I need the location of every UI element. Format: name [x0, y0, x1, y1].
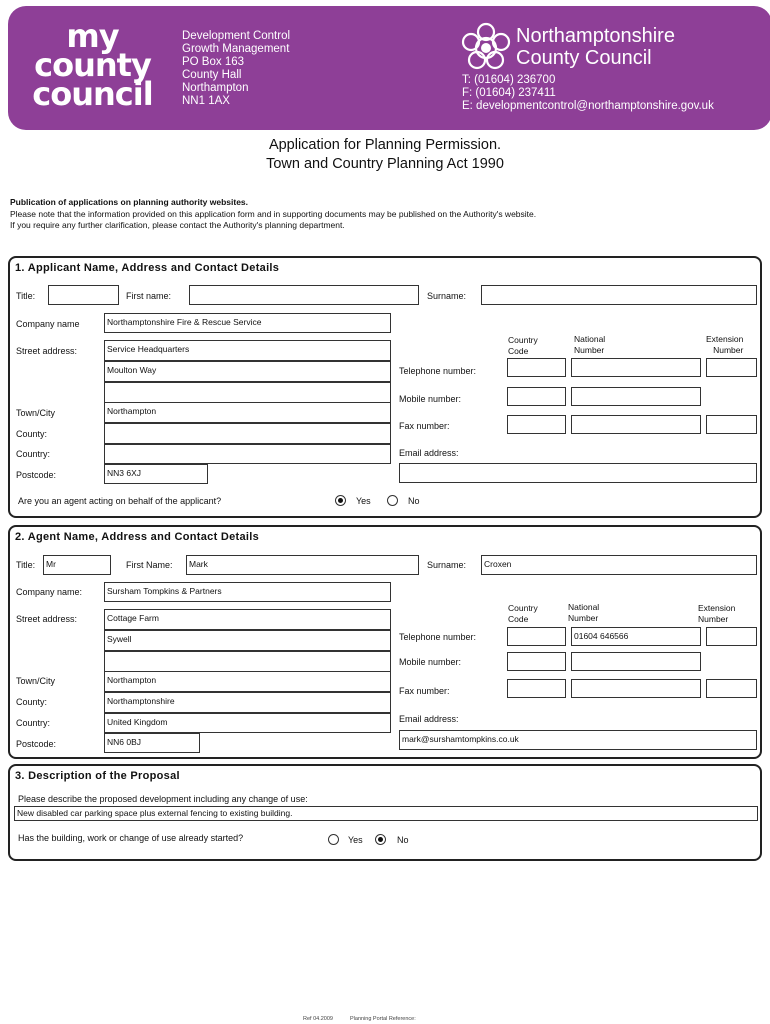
surname-label: Surname:	[427, 291, 467, 301]
council-name-line: Northamptonshire	[516, 25, 675, 47]
first-name-label: First name:	[126, 291, 172, 301]
started-question: Has the building, work or change of use already started?	[18, 833, 244, 843]
street-label: Street address:	[16, 346, 78, 356]
tudor-rose-icon	[460, 22, 512, 74]
agent-no-radio[interactable]	[387, 495, 398, 506]
town-field[interactable]: Northampton	[104, 671, 391, 692]
telephone-country-code-field[interactable]	[507, 627, 566, 646]
address-line: Development Control	[182, 30, 291, 42]
header-line: Code	[508, 614, 529, 624]
title-label: Title:	[16, 291, 36, 301]
council-name-line: County Council	[516, 47, 652, 69]
title-label: Title:	[16, 560, 36, 570]
agent-no-label: No	[408, 496, 420, 506]
applicant-section	[8, 256, 762, 518]
started-yes-label: Yes	[348, 835, 363, 845]
extension-number-header	[706, 334, 743, 356]
mobile-national-field[interactable]	[571, 652, 701, 671]
footer-ref: Ref 04.2009	[303, 1016, 333, 1022]
description-field[interactable]: New disabled car parking space plus external fencing to existing building.	[14, 806, 758, 821]
town-label: Town/City	[16, 408, 56, 418]
address-line: County Hall	[182, 69, 242, 81]
council-contact	[462, 74, 714, 113]
form-subtitle-line: Town and Country Planning Act 1990	[266, 156, 504, 172]
telephone-label: Telephone number:	[399, 632, 477, 642]
telephone-national-field[interactable]: 01604 646566	[571, 627, 701, 646]
postcode-field[interactable]: NN6 0BJ	[104, 733, 200, 753]
telephone-national-field[interactable]	[571, 358, 701, 377]
title-field[interactable]	[48, 285, 119, 305]
email-field[interactable]: mark@surshamtompkins.co.uk	[399, 730, 757, 750]
fax-extension-field[interactable]	[706, 679, 757, 698]
header-line: Number	[568, 613, 599, 623]
header-line: National	[574, 334, 606, 344]
surname-field[interactable]	[481, 285, 757, 305]
country-field[interactable]: United Kingdom	[104, 713, 391, 733]
header-line: Number	[698, 614, 729, 624]
street-field-1[interactable]: Service Headquarters	[104, 340, 391, 361]
company-field[interactable]: Sursham Tompkins & Partners	[104, 582, 391, 602]
surname-field[interactable]: Croxen	[481, 555, 757, 575]
council-telephone: T: (01604) 236700	[462, 74, 556, 86]
agent-section	[8, 525, 762, 759]
started-yes-radio[interactable]	[328, 834, 339, 845]
fax-label: Fax number:	[399, 686, 450, 696]
title-field[interactable]: Mr	[43, 555, 111, 575]
header-line: Country	[508, 335, 538, 345]
publication-text: If you require any further clarification, please contact the Authority's planning department.	[10, 220, 345, 230]
my-county-council-logo	[30, 17, 155, 113]
council-email: E: developmentcontrol@northamptonshire.gov.uk	[462, 100, 714, 112]
postcode-field[interactable]: NN3 6XJ	[104, 464, 208, 484]
header-line: Extension	[706, 334, 744, 344]
company-field[interactable]: Northamptonshire Fire & Rescue Service	[104, 313, 391, 333]
street-field-2[interactable]: Sywell	[104, 630, 391, 651]
postcode-label: Postcode:	[16, 739, 57, 749]
country-label: Country:	[16, 718, 51, 728]
logo-line: my	[66, 17, 119, 55]
agent-yes-radio[interactable]	[335, 495, 346, 506]
fax-national-field[interactable]	[571, 679, 701, 698]
council-fax: F: (01604) 237411	[462, 87, 556, 99]
address-line: Growth Management	[182, 43, 290, 55]
surname-label: Surname:	[427, 560, 467, 570]
address-line: Northampton	[182, 82, 249, 94]
logo-line: council	[32, 75, 153, 113]
first-name-field[interactable]: Mark	[186, 555, 419, 575]
address-line: NN1 1AX	[182, 95, 230, 107]
fax-label: Fax number:	[399, 421, 450, 431]
fax-extension-field[interactable]	[706, 415, 757, 434]
country-code-header	[508, 335, 538, 357]
first-name-field[interactable]	[189, 285, 419, 305]
street-field-1[interactable]: Cottage Farm	[104, 609, 391, 630]
section-title: 3. Description of the Proposal	[15, 770, 180, 782]
publication-heading: Publication of applications on planning authority websites.	[10, 197, 249, 207]
telephone-extension-field[interactable]	[706, 627, 757, 646]
fax-national-field[interactable]	[571, 415, 701, 434]
telephone-label: Telephone number:	[399, 366, 477, 376]
footer-portal-ref: Planning Portal Reference:	[350, 1016, 416, 1022]
publication-notice	[10, 197, 536, 232]
country-code-header	[508, 603, 538, 625]
header-line: National	[568, 602, 600, 612]
logo-line: county	[34, 46, 151, 84]
county-field[interactable]	[104, 423, 391, 444]
mobile-country-code-field[interactable]	[507, 652, 566, 671]
started-no-radio[interactable]	[375, 834, 386, 845]
council-address	[182, 30, 290, 108]
extension-number-header	[698, 603, 735, 625]
street-field-3[interactable]	[104, 651, 391, 672]
company-label: Company name:	[16, 587, 83, 597]
section-title: 2. Agent Name, Address and Contact Details	[15, 531, 260, 543]
agent-question: Are you an agent acting on behalf of the applicant?	[18, 496, 222, 506]
first-name-label: First Name:	[126, 560, 173, 570]
header-line: Extension	[698, 603, 736, 613]
email-label: Email address:	[399, 448, 459, 458]
email-label: Email address:	[399, 714, 459, 724]
county-label: County:	[16, 697, 48, 707]
publication-text: Please note that the information provided on this application form and in supporting documents may be published on the Authority's website.	[10, 208, 537, 219]
town-field[interactable]: Northampton	[104, 402, 391, 423]
street-field-3[interactable]	[104, 382, 391, 403]
street-field-2[interactable]: Moulton Way	[104, 361, 391, 382]
national-number-header	[574, 334, 605, 356]
mobile-label: Mobile number:	[399, 394, 462, 404]
email-field[interactable]	[399, 463, 757, 483]
header-line: Number	[574, 345, 605, 355]
mobile-label: Mobile number:	[399, 657, 462, 667]
form-title-line: Application for Planning Permission.	[268, 137, 502, 153]
council-brand	[460, 22, 760, 74]
county-label: County:	[16, 429, 48, 439]
description-prompt: Please describe the proposed development including any change of use:	[18, 794, 308, 804]
street-label: Street address:	[16, 614, 78, 624]
company-label: Company name	[16, 319, 80, 329]
started-no-label: No	[397, 835, 409, 845]
postcode-label: Postcode:	[16, 470, 57, 480]
country-field[interactable]	[104, 444, 391, 464]
form-title	[0, 136, 770, 174]
section-title: 1. Applicant Name, Address and Contact Details	[15, 262, 280, 274]
agent-yes-label: Yes	[356, 496, 371, 506]
mobile-country-code-field[interactable]	[507, 387, 566, 406]
mobile-national-field[interactable]	[571, 387, 701, 406]
header-line: Code	[508, 346, 529, 356]
address-line: PO Box 163	[182, 56, 245, 68]
proposal-section	[8, 764, 762, 861]
council-name	[516, 25, 675, 69]
telephone-country-code-field[interactable]	[507, 358, 566, 377]
header-line: Country	[508, 603, 538, 613]
fax-country-code-field[interactable]	[507, 415, 566, 434]
county-field[interactable]: Northamptonshire	[104, 692, 391, 713]
town-label: Town/City	[16, 676, 56, 686]
fax-country-code-field[interactable]	[507, 679, 566, 698]
telephone-extension-field[interactable]	[706, 358, 757, 377]
national-number-header	[568, 602, 599, 624]
header-line: Number	[713, 345, 744, 355]
country-label: Country:	[16, 449, 51, 459]
